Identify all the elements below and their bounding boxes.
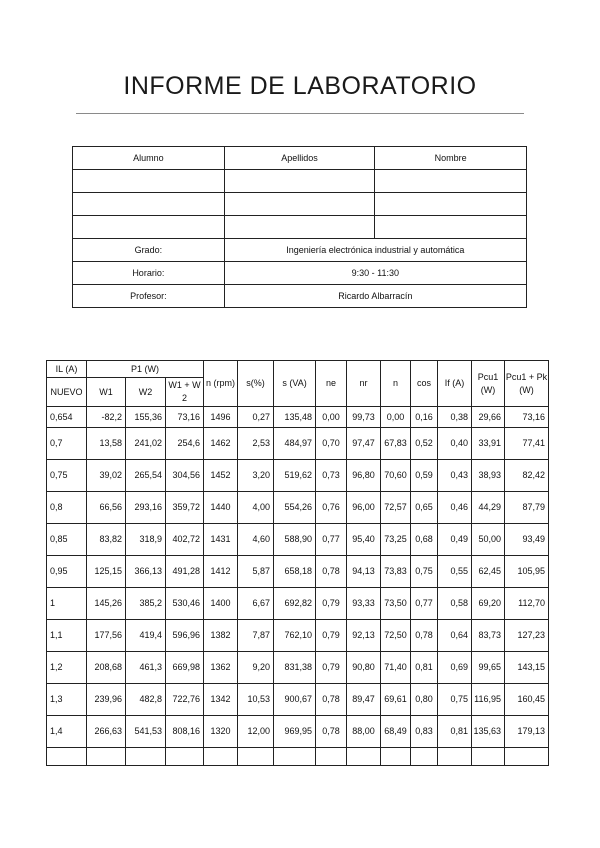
cell-il: 1,2 xyxy=(47,652,87,684)
cell-w2: 366,13 xyxy=(126,556,166,588)
empty-cell xyxy=(438,748,472,766)
table-row xyxy=(47,684,549,716)
cell-if: 0,75 xyxy=(438,684,472,716)
cell-s-pct: 5,87 xyxy=(238,556,274,588)
cell-pcu1-pk: 73,16 xyxy=(505,407,549,428)
table-row-empty xyxy=(47,748,549,766)
cell-s-pct: 4,60 xyxy=(238,524,274,556)
header-n-rpm: n (rpm) xyxy=(204,361,238,407)
table-row xyxy=(47,492,549,524)
cell-pcu1-pk: 143,15 xyxy=(505,652,549,684)
cell-w1: 125,15 xyxy=(87,556,126,588)
cell-pcu1: 33,91 xyxy=(472,428,505,460)
cell-cos: 0,16 xyxy=(411,407,438,428)
cell-n-rpm: 1342 xyxy=(204,684,238,716)
cell-cos: 0,75 xyxy=(411,556,438,588)
cell-nr: 92,13 xyxy=(347,620,381,652)
cell-il: 0,7 xyxy=(47,428,87,460)
cell-eta: 67,83 xyxy=(381,428,411,460)
cell-ne: 0,77 xyxy=(316,524,347,556)
cell-w2: 419,4 xyxy=(126,620,166,652)
empty-cell xyxy=(204,748,238,766)
empty-cell xyxy=(238,748,274,766)
cell-w2: 461,3 xyxy=(126,652,166,684)
cell-if: 0,49 xyxy=(438,524,472,556)
measurements-table xyxy=(46,360,549,766)
header-apellidos: Apellidos xyxy=(224,147,375,170)
cell-s-va: 588,90 xyxy=(274,524,316,556)
table-row xyxy=(47,524,549,556)
header-il: IL (A) xyxy=(47,361,87,378)
table-row xyxy=(47,652,549,684)
cell-pcu1: 29,66 xyxy=(472,407,505,428)
cell-pcu1-pk: 160,45 xyxy=(505,684,549,716)
empty-cell xyxy=(347,748,381,766)
cell-s-pct: 3,20 xyxy=(238,460,274,492)
cell-ne: 0,78 xyxy=(316,556,347,588)
cell-w2: 265,54 xyxy=(126,460,166,492)
empty-cell xyxy=(274,748,316,766)
title-divider xyxy=(76,113,524,114)
cell-if: 0,69 xyxy=(438,652,472,684)
cell-n-rpm: 1462 xyxy=(204,428,238,460)
cell-cos: 0,59 xyxy=(411,460,438,492)
cell-pcu1-pk: 93,49 xyxy=(505,524,549,556)
cell-s-va: 519,62 xyxy=(274,460,316,492)
cell-s-pct: 10,53 xyxy=(238,684,274,716)
empty-cell xyxy=(316,748,347,766)
student-alumno-cell xyxy=(73,216,225,239)
cell-nr: 96,00 xyxy=(347,492,381,524)
cell-w1-w2: 73,16 xyxy=(166,407,204,428)
empty-cell xyxy=(126,748,166,766)
student-apellidos-cell xyxy=(224,216,375,239)
cell-il: 0,75 xyxy=(47,460,87,492)
header-w2: W2 xyxy=(126,378,166,407)
cell-ne: 0,79 xyxy=(316,588,347,620)
table-header-row xyxy=(47,361,549,378)
cell-nr: 99,73 xyxy=(347,407,381,428)
cell-w2: 293,16 xyxy=(126,492,166,524)
cell-w1: 266,63 xyxy=(87,716,126,748)
cell-if: 0,40 xyxy=(438,428,472,460)
cell-nr: 89,47 xyxy=(347,684,381,716)
cell-ne: 0,78 xyxy=(316,684,347,716)
cell-ne: 0,73 xyxy=(316,460,347,492)
cell-nr: 88,00 xyxy=(347,716,381,748)
cell-s-va: 554,26 xyxy=(274,492,316,524)
cell-il: 1,1 xyxy=(47,620,87,652)
cell-cos: 0,68 xyxy=(411,524,438,556)
header-if: If (A) xyxy=(438,361,472,407)
cell-eta: 72,57 xyxy=(381,492,411,524)
header-w1-w2: W1 + W2 xyxy=(166,378,204,407)
cell-w1-w2: 722,76 xyxy=(166,684,204,716)
cell-n-rpm: 1496 xyxy=(204,407,238,428)
cell-s-va: 692,82 xyxy=(274,588,316,620)
cell-if: 0,58 xyxy=(438,588,472,620)
grado-label: Grado: xyxy=(73,239,225,262)
cell-nr: 90,80 xyxy=(347,652,381,684)
cell-n-rpm: 1382 xyxy=(204,620,238,652)
cell-s-pct: 7,87 xyxy=(238,620,274,652)
cell-s-pct: 2,53 xyxy=(238,428,274,460)
table-row xyxy=(47,620,549,652)
cell-w1-w2: 491,28 xyxy=(166,556,204,588)
cell-w1: 83,82 xyxy=(87,524,126,556)
cell-if: 0,43 xyxy=(438,460,472,492)
cell-eta: 73,50 xyxy=(381,588,411,620)
header-pcu1: Pcu1 (W) xyxy=(472,361,505,407)
header-pcu1-pk: Pcu1 + Pk (W) xyxy=(505,361,549,407)
cell-eta: 73,25 xyxy=(381,524,411,556)
header-nombre: Nombre xyxy=(375,147,527,170)
cell-pcu1: 116,95 xyxy=(472,684,505,716)
cell-ne: 0,70 xyxy=(316,428,347,460)
student-row xyxy=(73,170,527,193)
cell-pcu1: 44,29 xyxy=(472,492,505,524)
cell-cos: 0,81 xyxy=(411,652,438,684)
header-nuevo: NUEVO xyxy=(47,378,87,407)
cell-w1-w2: 530,46 xyxy=(166,588,204,620)
cell-w1-w2: 304,56 xyxy=(166,460,204,492)
cell-w1: 66,56 xyxy=(87,492,126,524)
cell-pcu1: 99,65 xyxy=(472,652,505,684)
table-row xyxy=(47,460,549,492)
cell-w2: 385,2 xyxy=(126,588,166,620)
header-w1: W1 xyxy=(87,378,126,407)
cell-n-rpm: 1431 xyxy=(204,524,238,556)
cell-il: 0,85 xyxy=(47,524,87,556)
cell-w1-w2: 808,16 xyxy=(166,716,204,748)
header-s-pct: s(%) xyxy=(238,361,274,407)
cell-eta: 68,49 xyxy=(381,716,411,748)
cell-ne: 0,79 xyxy=(316,652,347,684)
cell-pcu1: 69,20 xyxy=(472,588,505,620)
cell-w2: 155,36 xyxy=(126,407,166,428)
horario-value: 9:30 - 11:30 xyxy=(224,262,526,285)
cell-w1: 39,02 xyxy=(87,460,126,492)
cell-ne: 0,76 xyxy=(316,492,347,524)
cell-w1-w2: 402,72 xyxy=(166,524,204,556)
header-alumno: Alumno xyxy=(73,147,225,170)
header-p1: P1 (W) xyxy=(87,361,204,378)
cell-eta: 72,50 xyxy=(381,620,411,652)
cell-if: 0,64 xyxy=(438,620,472,652)
cell-eta: 70,60 xyxy=(381,460,411,492)
cell-if: 0,55 xyxy=(438,556,472,588)
cell-s-va: 135,48 xyxy=(274,407,316,428)
empty-cell xyxy=(411,748,438,766)
cell-nr: 93,33 xyxy=(347,588,381,620)
cell-eta: 0,00 xyxy=(381,407,411,428)
horario-row xyxy=(73,262,527,285)
cell-cos: 0,83 xyxy=(411,716,438,748)
cell-s-va: 900,67 xyxy=(274,684,316,716)
cell-s-va: 831,38 xyxy=(274,652,316,684)
empty-cell xyxy=(47,748,87,766)
cell-w2: 541,53 xyxy=(126,716,166,748)
cell-pcu1-pk: 127,23 xyxy=(505,620,549,652)
header-ne: ne xyxy=(316,361,347,407)
student-nombre-cell xyxy=(375,170,527,193)
cell-il: 0,95 xyxy=(47,556,87,588)
student-row xyxy=(73,216,527,239)
cell-nr: 96,80 xyxy=(347,460,381,492)
profesor-label: Profesor: xyxy=(73,285,225,308)
empty-cell xyxy=(87,748,126,766)
cell-if: 0,81 xyxy=(438,716,472,748)
cell-nr: 97,47 xyxy=(347,428,381,460)
cell-pcu1-pk: 77,41 xyxy=(505,428,549,460)
table-row xyxy=(47,428,549,460)
grado-value: Ingeniería electrónica industrial y automática xyxy=(224,239,526,262)
cell-w1: 177,56 xyxy=(87,620,126,652)
cell-if: 0,46 xyxy=(438,492,472,524)
cell-n-rpm: 1440 xyxy=(204,492,238,524)
cell-s-pct: 9,20 xyxy=(238,652,274,684)
cell-cos: 0,78 xyxy=(411,620,438,652)
student-alumno-cell xyxy=(73,193,225,216)
cell-il: 1,3 xyxy=(47,684,87,716)
cell-cos: 0,65 xyxy=(411,492,438,524)
profesor-value: Ricardo Albarracín xyxy=(224,285,526,308)
cell-pcu1-pk: 105,95 xyxy=(505,556,549,588)
cell-w2: 318,9 xyxy=(126,524,166,556)
table-row xyxy=(47,556,549,588)
cell-w2: 241,02 xyxy=(126,428,166,460)
table-row xyxy=(47,588,549,620)
cell-if: 0,38 xyxy=(438,407,472,428)
cell-w1-w2: 596,96 xyxy=(166,620,204,652)
horario-label: Horario: xyxy=(73,262,225,285)
table-row xyxy=(47,407,549,428)
cell-cos: 0,80 xyxy=(411,684,438,716)
cell-il: 1 xyxy=(47,588,87,620)
empty-cell xyxy=(505,748,549,766)
header-cos: cos xyxy=(411,361,438,407)
cell-eta: 73,83 xyxy=(381,556,411,588)
cell-pcu1: 50,00 xyxy=(472,524,505,556)
cell-eta: 69,61 xyxy=(381,684,411,716)
cell-pcu1: 62,45 xyxy=(472,556,505,588)
table-row xyxy=(47,716,549,748)
cell-w1: 239,96 xyxy=(87,684,126,716)
cell-eta: 71,40 xyxy=(381,652,411,684)
cell-n-rpm: 1400 xyxy=(204,588,238,620)
student-alumno-cell xyxy=(73,170,225,193)
cell-s-pct: 6,67 xyxy=(238,588,274,620)
cell-pcu1-pk: 112,70 xyxy=(505,588,549,620)
cell-s-va: 484,97 xyxy=(274,428,316,460)
student-nombre-cell xyxy=(375,216,527,239)
cell-w2: 482,8 xyxy=(126,684,166,716)
cell-pcu1-pk: 179,13 xyxy=(505,716,549,748)
cell-s-va: 658,18 xyxy=(274,556,316,588)
cell-il: 0,654 xyxy=(47,407,87,428)
grado-row xyxy=(73,239,527,262)
student-row xyxy=(73,193,527,216)
student-info-table xyxy=(72,146,527,308)
profesor-row xyxy=(73,285,527,308)
cell-w1-w2: 359,72 xyxy=(166,492,204,524)
cell-pcu1: 135,63 xyxy=(472,716,505,748)
cell-ne: 0,78 xyxy=(316,716,347,748)
student-apellidos-cell xyxy=(224,170,375,193)
cell-il: 1,4 xyxy=(47,716,87,748)
cell-s-pct: 0,27 xyxy=(238,407,274,428)
cell-w1: -82,2 xyxy=(87,407,126,428)
empty-cell xyxy=(381,748,411,766)
cell-il: 0,8 xyxy=(47,492,87,524)
cell-w1: 208,68 xyxy=(87,652,126,684)
cell-pcu1-pk: 87,79 xyxy=(505,492,549,524)
cell-nr: 95,40 xyxy=(347,524,381,556)
cell-cos: 0,52 xyxy=(411,428,438,460)
cell-pcu1-pk: 82,42 xyxy=(505,460,549,492)
student-nombre-cell xyxy=(375,193,527,216)
cell-n-rpm: 1452 xyxy=(204,460,238,492)
cell-n-rpm: 1320 xyxy=(204,716,238,748)
empty-cell xyxy=(472,748,505,766)
cell-pcu1: 83,73 xyxy=(472,620,505,652)
page-title: INFORME DE LABORATORIO xyxy=(123,72,477,100)
cell-w1-w2: 669,98 xyxy=(166,652,204,684)
cell-nr: 94,13 xyxy=(347,556,381,588)
cell-pcu1: 38,93 xyxy=(472,460,505,492)
cell-cos: 0,77 xyxy=(411,588,438,620)
header-nr: nr xyxy=(347,361,381,407)
cell-s-pct: 4,00 xyxy=(238,492,274,524)
cell-w1-w2: 254,6 xyxy=(166,428,204,460)
header-eta: n xyxy=(381,361,411,407)
cell-w1: 13,58 xyxy=(87,428,126,460)
cell-s-va: 969,95 xyxy=(274,716,316,748)
cell-ne: 0,00 xyxy=(316,407,347,428)
cell-n-rpm: 1362 xyxy=(204,652,238,684)
cell-ne: 0,79 xyxy=(316,620,347,652)
cell-w1: 145,26 xyxy=(87,588,126,620)
cell-s-pct: 12,00 xyxy=(238,716,274,748)
empty-cell xyxy=(166,748,204,766)
cell-s-va: 762,10 xyxy=(274,620,316,652)
header-s-va: s (VA) xyxy=(274,361,316,407)
info-header-row xyxy=(73,147,527,170)
student-apellidos-cell xyxy=(224,193,375,216)
cell-n-rpm: 1412 xyxy=(204,556,238,588)
